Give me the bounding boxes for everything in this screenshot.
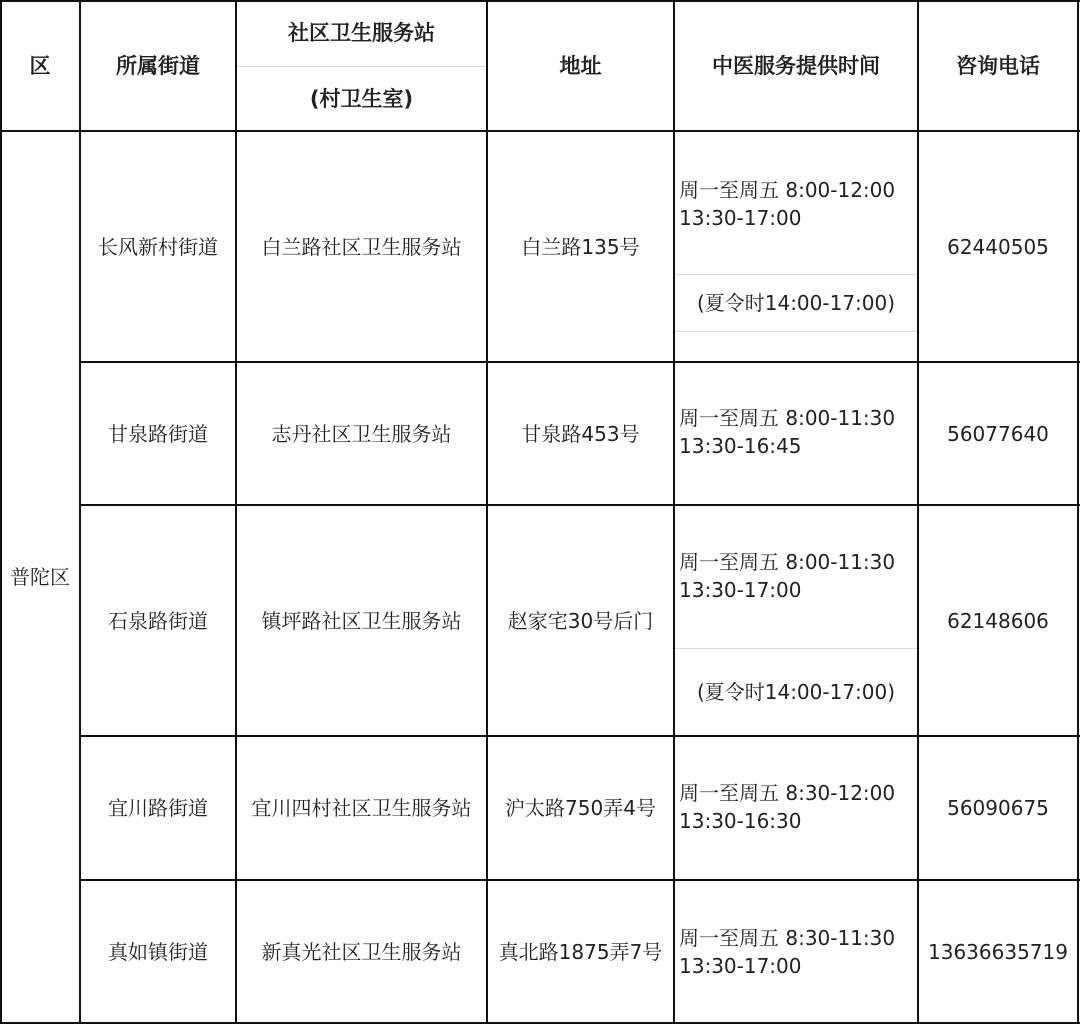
phone-cell: 13636635719 xyxy=(928,939,1068,964)
phone-cell: 56090675 xyxy=(947,796,1049,820)
summer-time-note: (夏令时14:00-17:00) xyxy=(696,291,896,315)
street-cell: 甘泉路街道 xyxy=(108,421,208,446)
station-cell: 镇坪路社区卫生服务站 xyxy=(261,608,462,633)
phone-cell: 62148606 xyxy=(947,608,1049,633)
phone-cell: 62440505 xyxy=(947,234,1049,259)
street-cell: 真如镇街道 xyxy=(108,939,208,964)
header-street: 所属街道 xyxy=(116,53,200,78)
district-cell: 普陀区 xyxy=(10,565,70,589)
phone-cell: 56077640 xyxy=(947,421,1049,446)
street-cell: 石泉路街道 xyxy=(108,608,208,633)
header-station-sub: (村卫生室) xyxy=(309,86,414,111)
street-cell: 长风新村街道 xyxy=(98,234,218,259)
time-cell: 周一至周五 8:30-12:00 13:30-16:30 xyxy=(679,781,896,833)
header-district: 区 xyxy=(29,53,51,78)
header-tcm-time: 中医服务提供时间 xyxy=(712,53,880,78)
street-cell: 宜川路街道 xyxy=(108,796,208,820)
station-cell: 宜川四村社区卫生服务站 xyxy=(251,796,472,820)
time-subdivider xyxy=(675,648,917,649)
address-cell: 甘泉路453号 xyxy=(521,421,640,446)
summer-time-note: (夏令时14:00-17:00) xyxy=(696,680,896,704)
station-cell: 新真光社区卫生服务站 xyxy=(261,939,462,964)
time-subdivider xyxy=(675,331,917,332)
header-station: 社区卫生服务站 xyxy=(288,21,435,45)
time-cell: 周一至周五 8:00-11:30 13:30-17:00 xyxy=(679,550,896,602)
header-address: 地址 xyxy=(559,53,602,78)
time-cell: 周一至周五 8:00-11:30 13:30-16:45 xyxy=(679,406,896,458)
address-cell: 沪太路750弄4号 xyxy=(505,796,656,820)
time-subdivider xyxy=(675,274,917,275)
station-cell: 白兰路社区卫生服务站 xyxy=(261,234,462,259)
address-cell: 真北路1875弄7号 xyxy=(498,939,663,964)
time-cell: 周一至周五 8:30-11:30 13:30-17:00 xyxy=(679,926,896,978)
time-cell: 周一至周五 8:00-12:00 13:30-17:00 xyxy=(679,178,896,230)
address-cell: 白兰路135号 xyxy=(521,234,640,259)
header-phone: 咨询电话 xyxy=(956,53,1040,78)
station-cell: 志丹社区卫生服务站 xyxy=(271,421,452,446)
address-cell: 赵家宅30号后门 xyxy=(507,608,654,633)
